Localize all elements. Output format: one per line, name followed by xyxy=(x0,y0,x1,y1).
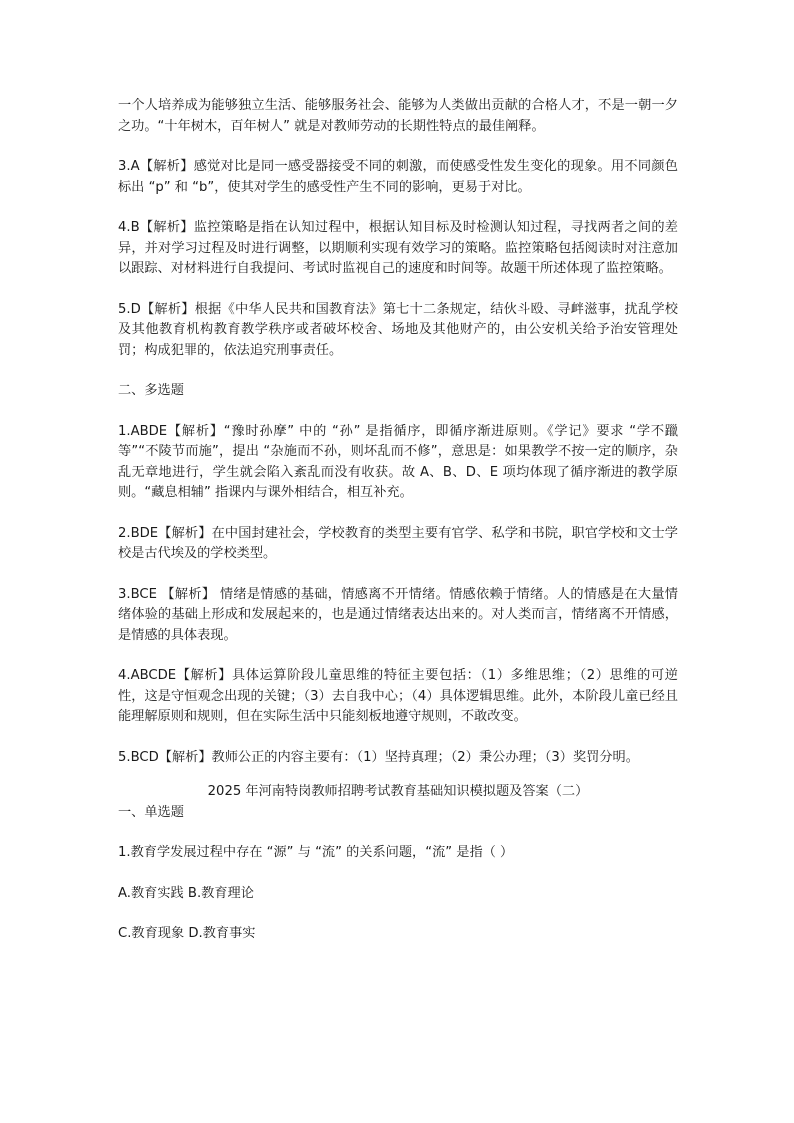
answer-2-multiple: 2.BDE【解析】在中国封建社会，学校教育的类型主要有官学、私学和书院，职官学校和文士学校是古代埃及的学校类型。 xyxy=(118,525,678,561)
question-1: 1.教育学发展过程中存在 “源” 与 “流” 的关系问题，“流” 是指（ ） xyxy=(118,845,514,860)
answer-4-single: 4.B【解析】监控策略是指在认知过程中，根据认知目标及时检测认知过程，寻找两者之间的差异，并对学习过程及时进行调整，以期顺利实现有效学习的策略。监控策略包括阅读时对注意加以跟踪、对材料进行自我提问、考试时监视自己的速度和时间等。故题干所述体现了监控策略。 xyxy=(118,220,678,276)
section-heading-multiple-choice: 二、多选题 xyxy=(118,383,184,398)
question-1-options-ab: A.教育实践 B.教育理论 xyxy=(118,885,254,901)
answer-3-single: 3.A【解析】感觉对比是同一感受器接受不同的刺激，而使感受性发生变化的现象。用不同颜色标出 “p” 和 “b”，使其对学生的感受性产生不同的影响，更易于对比。 xyxy=(118,159,678,195)
answer-4-multiple: 4.ABCDE【解析】具体运算阶段儿童思维的特征主要包括：（1）多维思维；（2）思维的可逆性，这是守恒观念出现的关键；（3）去自我中心；（4）具体逻辑思维。此外，本阶段儿童已经且能理解原则和规则，但在实际生活中只能刻板地遵守规则，不敢改变。 xyxy=(118,668,678,724)
answer-5-multiple: 5.BCD【解析】教师公正的内容主要有：（1）坚持真理；（2）秉公办理；（3）奖罚分明。 xyxy=(118,749,639,765)
answer-1-multiple: 1.ABDE【解析】“豫时孙摩” 中的 “孙” 是指循序，即循序渐进原则。《学记》要求 “学不躐等”“不陵节而施”，提出 “杂施而不孙，则坏乱而不修”，意思是：如果教学不按一定的顺序，杂乱无章地进行，学生就会陷入紊乱而没有收获。故 A、B、D、E 项均体现了循序渐进的教学原则。“藏息相辅” 指课内与课外相结合，相互补充。 xyxy=(118,423,678,500)
answer-5-single: 5.D【解析】根据《中华人民共和国教育法》第七十二条规定，结伙斗殴、寻衅滋事，扰乱学校及其他教育机构教育教学秩序或者破坏校舍、场地及其他财产的，由公安机关给予治安管理处罚；构成犯罪的，依法追究刑事责任。 xyxy=(118,301,678,358)
section-heading-single-choice: 一、单选题 xyxy=(118,804,184,820)
document-title: 2025 年河南特岗教师招聘考试教育基础知识模拟题及答案（二） xyxy=(207,784,589,799)
document-page xyxy=(118,96,678,945)
paragraph-intro-continuation: 一个人培养成为能够独立生活、能够服务社会、能够为人类做出贡献的合格人才，不是一朝一夕之功。“十年树木，百年树人” 就是对教师劳动的长期性特点的最佳阐释。 xyxy=(118,98,678,134)
answer-3-multiple: 3.BCE 【解析】 情绪是情感的基础，情感离不开情绪。情感依赖于情绪。人的情感是在大量情绪体验的基础上形成和发展起来的，也是通过情绪表达出来的。对人类而言，情绪离不开情感，是情感的具体表现。 xyxy=(118,586,678,643)
question-1-options-cd: C.教育现象 D.教育事实 xyxy=(118,926,256,941)
